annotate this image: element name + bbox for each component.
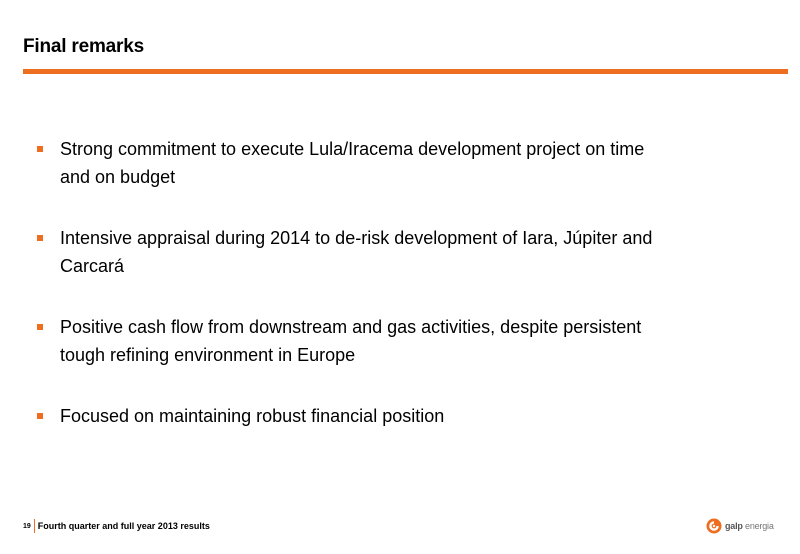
bullet-item: [37, 224, 777, 280]
bullet-text-line: Carcará: [60, 256, 125, 276]
logo-brand: galp: [725, 521, 743, 531]
bullet-square-icon: [37, 413, 43, 419]
title-underline-divider: [23, 69, 788, 74]
bullet-text-line: Focused on maintaining robust financial position: [60, 406, 445, 426]
bullet-text-line: tough refining environment in Europe: [60, 345, 356, 365]
bullet-square-icon: [37, 146, 43, 152]
bullet-square-icon: [37, 324, 43, 330]
slide-footer: [23, 519, 210, 533]
bullet-list: [37, 135, 777, 430]
page-number: 19: [23, 522, 31, 530]
bullet-square-icon: [37, 235, 43, 241]
bullet-text-line: Positive cash flow from downstream and gas activities, despite persistent: [60, 317, 642, 337]
slide-title: Final remarks: [23, 36, 144, 57]
bullet-text-line: Strong commitment to execute Lula/Iracema development project on time: [60, 139, 645, 159]
galp-logo-icon: [706, 518, 722, 534]
bullet-item: [37, 313, 777, 369]
bullet-item: [37, 135, 777, 191]
footer-divider: [34, 519, 35, 533]
galp-energia-logo: [706, 518, 774, 534]
logo-wordmark: [725, 521, 774, 531]
bullet-text-line: Intensive appraisal during 2014 to de-risk development of Iara, Júpiter and: [60, 228, 653, 248]
logo-suffix: energia: [745, 521, 774, 531]
bullet-item: [37, 402, 777, 430]
bullet-text-line: and on budget: [60, 167, 176, 187]
footer-text: Fourth quarter and full year 2013 results: [37, 521, 210, 531]
